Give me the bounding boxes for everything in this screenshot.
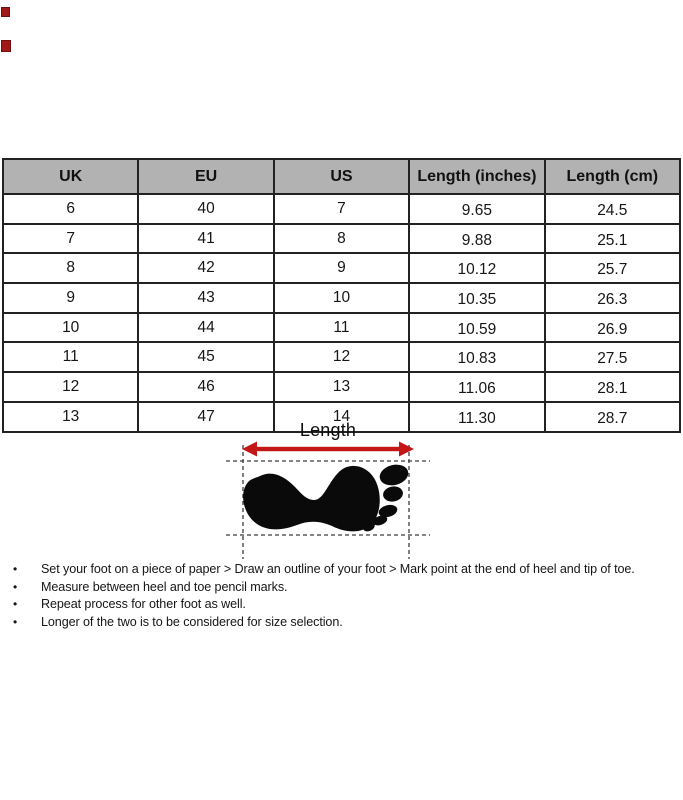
table-cell: 9 xyxy=(274,253,409,283)
column-header: EU xyxy=(138,159,273,194)
table-row xyxy=(3,313,680,343)
instruction-text: Longer of the two is to be considered for size selection. xyxy=(41,614,343,629)
table-cell: 8 xyxy=(274,224,409,254)
table-cell: 10.12 xyxy=(409,253,544,283)
length-arrow-icon xyxy=(242,442,414,457)
table-body xyxy=(3,194,680,432)
instruction-item xyxy=(9,579,677,597)
instruction-item xyxy=(9,596,677,614)
table-cell: 25.1 xyxy=(545,224,680,254)
column-header: UK xyxy=(3,159,138,194)
column-header: US xyxy=(274,159,409,194)
bullet-icon: • xyxy=(13,579,18,594)
table-cell: 9.88 xyxy=(409,224,544,254)
table-cell: 10.35 xyxy=(409,283,544,313)
red-artifact-icon xyxy=(1,40,11,52)
length-label: Length xyxy=(299,420,357,440)
foot-measurement-diagram xyxy=(224,420,432,562)
table-cell: 44 xyxy=(138,313,273,343)
table-cell: 10 xyxy=(3,313,138,343)
bullet-icon: • xyxy=(13,614,18,629)
column-header: Length (inches) xyxy=(409,159,544,194)
table-row xyxy=(3,224,680,254)
table-cell: 7 xyxy=(3,224,138,254)
table-cell: 11.30 xyxy=(409,402,544,432)
table-cell: 27.5 xyxy=(545,342,680,372)
table-cell: 46 xyxy=(138,372,273,402)
table-cell: 10.59 xyxy=(409,313,544,343)
table-cell: 13 xyxy=(274,372,409,402)
table-cell: 9 xyxy=(3,283,138,313)
table-row xyxy=(3,372,680,402)
table-row xyxy=(3,283,680,313)
instruction-text: Measure between heel and toe pencil marks. xyxy=(41,579,288,594)
footprint-diagram-graphic xyxy=(224,420,432,562)
table-cell: 26.3 xyxy=(545,283,680,313)
table-row xyxy=(3,342,680,372)
footprint-icon xyxy=(243,462,410,533)
table-cell: 10 xyxy=(274,283,409,313)
table-cell: 45 xyxy=(138,342,273,372)
table-cell: 9.65 xyxy=(409,194,544,224)
instruction-item xyxy=(9,561,677,579)
table-cell: 8 xyxy=(3,253,138,283)
table-cell: 42 xyxy=(138,253,273,283)
table-cell: 12 xyxy=(3,372,138,402)
table-row xyxy=(3,253,680,283)
bullet-icon: • xyxy=(13,597,18,611)
red-artifact-icon xyxy=(1,7,10,17)
table-cell: 40 xyxy=(138,194,273,224)
table-cell: 11.06 xyxy=(409,372,544,402)
table-cell: 24.5 xyxy=(545,194,680,224)
instruction-text: Repeat process for other foot as well. xyxy=(41,597,246,611)
column-header: Length (cm) xyxy=(545,159,680,194)
instruction-item xyxy=(9,614,677,632)
table-row xyxy=(3,194,680,224)
table-cell: 13 xyxy=(3,402,138,432)
table-cell: 12 xyxy=(274,342,409,372)
table-cell: 11 xyxy=(3,342,138,372)
table-cell: 10.83 xyxy=(409,342,544,372)
table-cell: 6 xyxy=(3,194,138,224)
table-cell: 25.7 xyxy=(545,253,680,283)
table-header-row xyxy=(3,159,680,194)
instruction-text: Set your foot on a piece of paper > Draw an outline of your foot > Mark point at the end of heel and tip of toe. xyxy=(41,562,635,576)
table-cell: 28.1 xyxy=(545,372,680,402)
table-cell: 47 xyxy=(138,402,273,432)
table-cell: 26.9 xyxy=(545,313,680,343)
table-cell: 41 xyxy=(138,224,273,254)
table-cell: 28.7 xyxy=(545,402,680,432)
bullet-icon: • xyxy=(13,562,18,576)
instructions-list xyxy=(9,561,677,631)
table-cell: 7 xyxy=(274,194,409,224)
table-cell: 43 xyxy=(138,283,273,313)
size-conversion-table xyxy=(2,158,681,433)
table-cell: 11 xyxy=(274,313,409,343)
table-cell: 14 xyxy=(274,402,409,432)
